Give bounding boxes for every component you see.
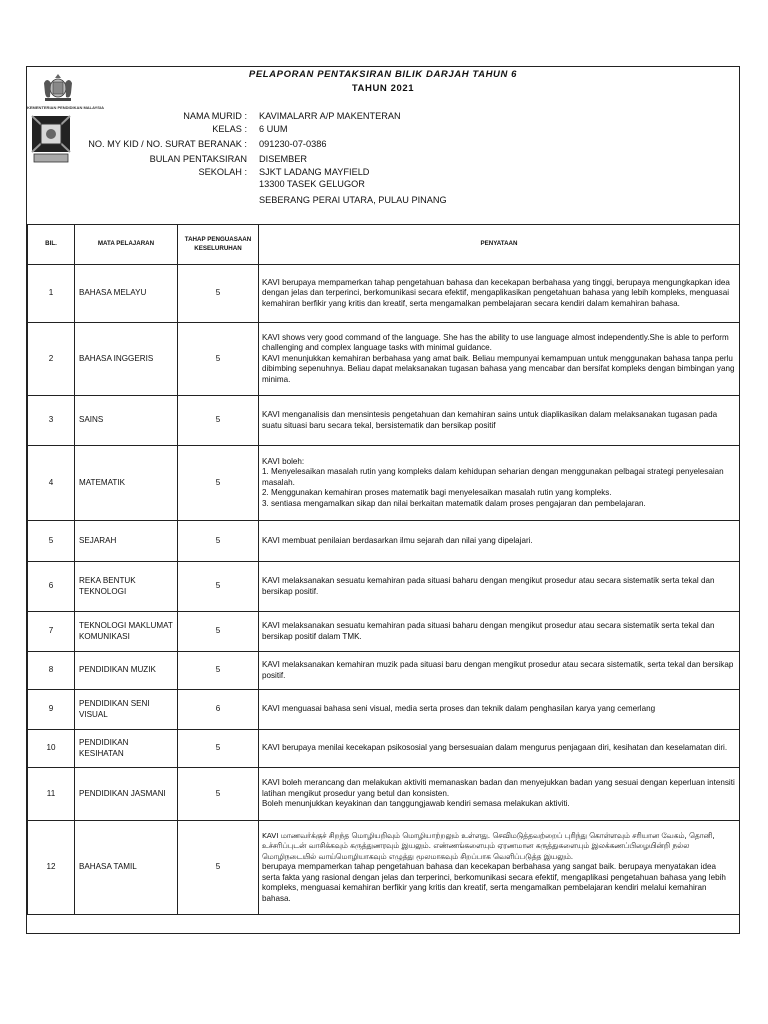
table-row <box>28 521 740 562</box>
statement-line: KAVI மாணவர்க்குச் சிறந்த மொழியறிவும் மொழியாற்றலும் உள்ளது. செவிமடுத்தவற்றைப் புரிந்து கொள்ளவும் சரியான வேகம், தொனி, உச்சரிப்புடன் வாசிக்கவும் கருத்துணரவும் இயலும். எண்ணங்களையும் ஏரணமான கருத்துகளையும் இலக்கணப்பிழையின்றி நல்ல மொழிநடையில் வாய்மொழியாகவும் எழுத்து மூலமாகவும் சிறப்பாக வெளிப்படுத்த இயலும். <box>262 831 715 861</box>
statement-line: 1. Menyelesaikan masalah rutin yang kompleks dalam kehidupan seharian dengan menggunakan pelbagai strategi penyelesaian masalah. <box>262 467 724 487</box>
school-name: SJKT LADANG MAYFIELD <box>259 167 370 177</box>
table-row <box>28 730 740 768</box>
info-row-id <box>27 139 739 151</box>
row-number: 10 <box>28 730 75 768</box>
mastery-level: 5 <box>178 323 259 396</box>
subject-name: PENDIDIKAN KESIHATAN <box>75 730 178 768</box>
statement-cell <box>259 612 740 652</box>
row-number: 12 <box>28 821 75 915</box>
table-row <box>28 396 740 446</box>
statement-line: KAVI menunjukkan kemahiran berbahasa yang amat baik. Beliau mempunyai kemampuan untuk menggunakan bahasa tanpa perlu dibimbing sepenuhnya. Beliau dapat melaksanakan tugasan bahasa yang mencabar dan bersifat kompleks dengan bimbingan yang minima. <box>262 353 735 384</box>
header-bil: BIL. <box>28 225 75 265</box>
subject-name: PENDIDIKAN SENI VISUAL <box>75 690 178 730</box>
statement-cell <box>259 730 740 768</box>
subject-name: SAINS <box>75 396 178 446</box>
info-label: NO. MY KID / NO. SURAT BERANAK : <box>88 139 247 149</box>
statement-line: berupaya mempamerkan tahap pengetahuan bahasa dan kecekapan berbahasa yang sangat baik. berupaya menyatakan idea serta fakta yang rasional dengan jelas dan terperinci, berkomunikasi secara efektif, mengaplikasi pengetahuan bahasa yang lebih kompleks, menguasai kemahiran berfikir yang kritis dan kreatif, serta mengamalkan pembelajaran kendiri melalui kemahiran bahasa. <box>262 862 726 903</box>
subject-name: MATEMATIK <box>75 446 178 521</box>
row-number: 2 <box>28 323 75 396</box>
table-row <box>28 323 740 396</box>
table-row <box>28 821 740 915</box>
row-number: 5 <box>28 521 75 562</box>
statement-line: KAVI melaksanakan kemahiran muzik pada situasi baru dengan mengikut prosedur atau secara sistematik, serta tekal dan bersikap positif. <box>262 660 734 680</box>
statement-line: KAVI menganalisis dan mensintesis pengetahuan dan kemahiran sains untuk diaplikasikan dalam melaksanakan tugasan pada suatu situasi baru secara tekal, bersistematik dan bersikap positif <box>262 410 718 430</box>
info-row-name <box>27 111 739 123</box>
assessment-table <box>27 224 740 915</box>
statement-cell <box>259 396 740 446</box>
table-row <box>28 768 740 821</box>
info-label: BULAN PENTAKSIRAN <box>149 154 247 164</box>
statement-cell <box>259 521 740 562</box>
info-row-address-2 <box>27 195 739 207</box>
table-row <box>28 265 740 323</box>
statement-cell <box>259 652 740 690</box>
info-row-month <box>27 154 739 166</box>
statement-line: KAVI boleh merancang dan melakukan aktiviti memanaskan badan dan menyejukkan badan yang sesuai dengan keperluan intensiti latihan mengikut prosedur yang betul dan konsisten. <box>262 778 735 798</box>
subject-name: REKA BENTUK TEKNOLOGI <box>75 562 178 612</box>
report-year: TAHUN 2021 <box>351 83 415 94</box>
statement-line: KAVI membuat penilaian berdasarkan ilmu sejarah dan nilai yang dipelajari. <box>262 535 533 545</box>
subject-name: TEKNOLOGI MAKLUMAT KOMUNIKASI <box>75 612 178 652</box>
table-header-row <box>28 225 740 265</box>
subject-name: BAHASA TAMIL <box>75 821 178 915</box>
assessment-month: DISEMBER <box>259 154 307 164</box>
subject-name: SEJARAH <box>75 521 178 562</box>
mastery-level: 6 <box>178 690 259 730</box>
statement-cell <box>259 446 740 521</box>
student-class: 6 UUM <box>259 124 288 134</box>
statement-line: KAVI berupaya mempamerkan tahap pengetahuan bahasa dan kecekapan berbahasa yang tinggi, berupaya mengungkapkan idea dengan jelas dan terperinci, berkomunikasi secara efektif, mengaplikasikan pengetahuan bahasa yang lebih kompleks, menguasai kemahiran berfikir yang kritis dan kreatif, serta mengamalkan pembelajaran secara kendiri dalam kemahiran bahasa. <box>262 277 730 308</box>
mastery-level: 5 <box>178 652 259 690</box>
report-title: PELAPORAN PENTAKSIRAN BILIK DARJAH TAHUN 6 <box>248 69 518 80</box>
mastery-level: 5 <box>178 521 259 562</box>
student-id: 091230-07-0386 <box>259 139 327 149</box>
statement-cell <box>259 690 740 730</box>
statement-line: KAVI melaksanakan sesuatu kemahiran pada situasi baharu dengan mengikut prosedur atau secara sistematik serta tekal dan bersikap positif. <box>262 576 715 596</box>
row-number: 1 <box>28 265 75 323</box>
header-level: TAHAP PENGUASAAN KESELURUHAN <box>178 225 259 265</box>
mastery-level: 5 <box>178 446 259 521</box>
info-label: SEKOLAH : <box>198 167 247 177</box>
statement-line: KAVI boleh: <box>262 456 305 466</box>
table-row <box>28 652 740 690</box>
row-number: 3 <box>28 396 75 446</box>
mastery-level: 5 <box>178 768 259 821</box>
row-number: 8 <box>28 652 75 690</box>
statement-cell <box>259 265 740 323</box>
info-row-address-1 <box>27 179 739 191</box>
info-row-school <box>27 167 739 179</box>
mastery-level: 5 <box>178 730 259 768</box>
mastery-level: 5 <box>178 821 259 915</box>
ministry-caption: KEMENTERIAN PENDIDIKAN MALAYSIA <box>27 105 104 110</box>
table-row <box>28 690 740 730</box>
school-address-line: SEBERANG PERAI UTARA, PULAU PINANG <box>259 195 447 205</box>
row-number: 7 <box>28 612 75 652</box>
info-label: KELAS : <box>212 124 247 134</box>
info-label: NAMA MURID : <box>183 111 247 121</box>
statement-line: KAVI berupaya menilai kecekapan psikososial yang bersesuaian dalam mengurus penjagaan diri, kesihatan dan keselamatan diri. <box>262 743 728 753</box>
row-number: 4 <box>28 446 75 521</box>
mastery-level: 5 <box>178 265 259 323</box>
statement-cell <box>259 768 740 821</box>
table-row <box>28 612 740 652</box>
statement-cell <box>259 821 740 915</box>
row-number: 11 <box>28 768 75 821</box>
header-statement: PENYATAAN <box>259 225 740 265</box>
statement-line: 3. sentiasa mengamalkan sikap dan nilai berkaitan matematik dalam proses pengajaran dan pembelajaran. <box>262 498 646 508</box>
statement-cell <box>259 562 740 612</box>
report-header <box>27 67 739 225</box>
row-number: 6 <box>28 562 75 612</box>
student-name: KAVIMALARR A/P MAKENTERAN <box>259 111 401 121</box>
table-row <box>28 562 740 612</box>
info-row-class <box>27 124 739 136</box>
mastery-level: 5 <box>178 562 259 612</box>
statement-line: KAVI menguasai bahasa seni visual, media serta proses dan teknik dalam penghasilan karya yang cemerlang <box>262 704 656 714</box>
statement-line: Boleh menunjukkan keyakinan dan tanggungjawab kendiri semasa melakukan aktiviti. <box>262 799 570 809</box>
statement-line: KAVI shows very good command of the language. She has the ability to use language almost independently.She is able to perform challenging and complex language tasks with minimal guidance. <box>262 332 729 353</box>
report-sheet <box>26 66 740 934</box>
subject-name: PENDIDIKAN MUZIK <box>75 652 178 690</box>
table-row <box>28 446 740 521</box>
statement-line: 2. Menggunakan kemahiran proses matematik bagi menyelesaikan masalah rutin yang kompleks. <box>262 488 612 498</box>
mastery-level: 5 <box>178 612 259 652</box>
row-number: 9 <box>28 690 75 730</box>
statement-cell <box>259 323 740 396</box>
mastery-level: 5 <box>178 396 259 446</box>
table-body <box>28 265 740 915</box>
subject-name: PENDIDIKAN JASMANI <box>75 768 178 821</box>
statement-line: KAVI melaksanakan sesuatu kemahiran pada situasi baharu dengan mengikut prosedur atau secara sistematik serta tekal dan bersikap positif dalam TMK. <box>262 621 715 641</box>
subject-name: BAHASA MELAYU <box>75 265 178 323</box>
school-address-line: 13300 TASEK GELUGOR <box>259 179 365 189</box>
header-subject: MATA PELAJARAN <box>75 225 178 265</box>
subject-name: BAHASA INGGERIS <box>75 323 178 396</box>
